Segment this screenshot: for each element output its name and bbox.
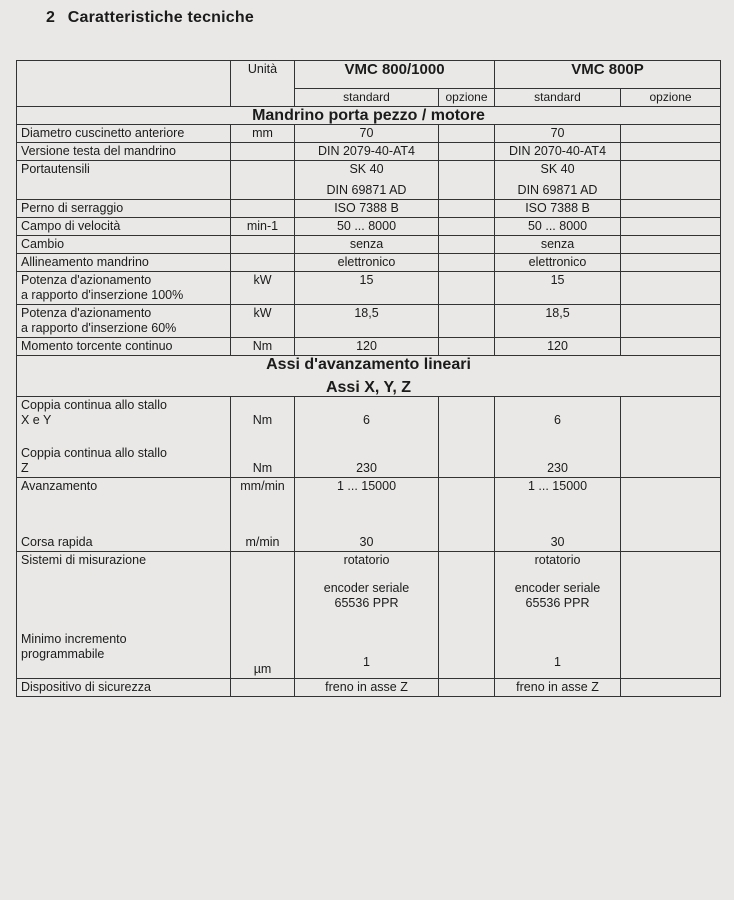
model-a-value [295, 397, 439, 478]
model-b-value-1: 1 ... 15000 [527, 479, 588, 493]
model-a-option: opzione [439, 89, 495, 107]
table-row [17, 305, 721, 338]
row-label [17, 272, 231, 305]
table-row [17, 161, 721, 200]
table-row [17, 125, 721, 143]
row-label [17, 305, 231, 338]
row-unit: Nm [231, 338, 295, 356]
model-a-header: VMC 800/1000 [295, 61, 495, 89]
model-a-option-cell [439, 254, 495, 272]
model-b-option-cell [621, 679, 721, 697]
row-label-line2: X e Y [21, 413, 52, 427]
model-a-value: ISO 7388 B [295, 200, 439, 218]
model-b-encoder-line1: encoder seriale [514, 581, 601, 595]
table-row [17, 218, 721, 236]
model-a-value [295, 552, 439, 679]
model-b-option-cell [621, 143, 721, 161]
section-row [17, 356, 721, 397]
row-label [17, 397, 231, 478]
model-b-option-cell [621, 305, 721, 338]
model-b-value [495, 552, 621, 679]
header-row [17, 61, 721, 89]
row-label-line1: Avanzamento [21, 479, 98, 493]
model-b-value: freno in asse Z [495, 679, 621, 697]
model-b-value-2: 30 [550, 535, 565, 549]
model-a-option-cell [439, 143, 495, 161]
model-b-option: opzione [621, 89, 721, 107]
model-a-encoder-line2: 65536 PPR [334, 596, 399, 610]
row-label-line1: Coppia continua allo stallo [21, 398, 167, 412]
row-label: Perno di serraggio [17, 200, 231, 218]
model-a-value-2: 1 [363, 655, 370, 669]
row-unit: min-1 [231, 218, 295, 236]
section-title-axes-line1: Assi d'avanzamento lineari [266, 356, 471, 373]
model-b-option-cell [621, 397, 721, 478]
model-a-option-cell [439, 679, 495, 697]
row-unit [231, 478, 295, 552]
model-a-option-cell [439, 397, 495, 478]
model-a-option-cell [439, 478, 495, 552]
row-label-line1: Potenza d'azionamento [21, 273, 152, 287]
table-row [17, 200, 721, 218]
model-b-value: 18,5 [495, 305, 621, 338]
model-a-option-cell [439, 200, 495, 218]
row-label-line2: a rapporto d'inserzione 100% [21, 288, 184, 302]
row-label: Diametro cuscinetto anteriore [17, 125, 231, 143]
model-a-value: 15 [295, 272, 439, 305]
model-a-option-cell [439, 338, 495, 356]
row-label: Momento torcente continuo [17, 338, 231, 356]
model-b-option-cell [621, 236, 721, 254]
row-label-line4: Z [21, 461, 29, 475]
row-label-line3: programmabile [21, 647, 105, 661]
model-b-option-cell [621, 478, 721, 552]
model-b-header: VMC 800P [495, 61, 721, 89]
row-label [17, 552, 231, 679]
table-row [17, 679, 721, 697]
model-a-value: 120 [295, 338, 439, 356]
model-b-option-cell [621, 161, 721, 200]
model-a-value-2: 230 [356, 461, 377, 475]
model-b-value-1: 6 [554, 413, 561, 427]
model-b-option-cell [621, 338, 721, 356]
section-row [17, 107, 721, 125]
row-unit-2: µm [253, 662, 272, 676]
row-unit [231, 254, 295, 272]
row-label-line3: Coppia continua allo stallo [21, 446, 167, 460]
section-subtitle-axes: Assi X, Y, Z [325, 379, 412, 396]
row-unit [231, 236, 295, 254]
table-row [17, 552, 721, 679]
row-label-line2: Minimo incremento [21, 632, 127, 646]
row-unit [231, 397, 295, 478]
model-b-value: 120 [495, 338, 621, 356]
model-b-option-cell [621, 200, 721, 218]
model-a-value: elettronico [295, 254, 439, 272]
row-unit-2: m/min [245, 535, 280, 549]
row-label: Dispositivo di sicurezza [17, 679, 231, 697]
model-b-standard: standard [495, 89, 621, 107]
row-label: Campo di velocità [17, 218, 231, 236]
model-b-value: 50 ... 8000 [495, 218, 621, 236]
row-label: Versione testa del mandrino [17, 143, 231, 161]
row-unit: kW [231, 272, 295, 305]
model-b-option-cell [621, 218, 721, 236]
row-unit-2: Nm [252, 461, 273, 475]
row-unit: mm [231, 125, 295, 143]
table-row [17, 272, 721, 305]
header-blank [17, 61, 231, 107]
model-a-option-cell [439, 218, 495, 236]
row-unit [231, 552, 295, 679]
model-a-option-cell [439, 272, 495, 305]
model-b-option-cell [621, 125, 721, 143]
section-title: Caratteristiche tecniche [67, 9, 254, 26]
model-b-value-1: rotatorio [534, 553, 581, 567]
model-b-option-cell [621, 552, 721, 679]
row-label: Portautensili [17, 161, 231, 200]
model-a-encoder-line1: encoder seriale [323, 581, 410, 595]
model-b-value-2: 230 [547, 461, 568, 475]
model-b-encoder-line2: 65536 PPR [525, 596, 590, 610]
model-a-value-1: 6 [363, 413, 370, 427]
model-b-value: ISO 7388 B [495, 200, 621, 218]
model-b-value: 15 [495, 272, 621, 305]
row-label-line2: Corsa rapida [21, 535, 93, 549]
model-a-value: 70 [295, 125, 439, 143]
table-row [17, 143, 721, 161]
model-b-value-line1: SK 40 [540, 162, 575, 176]
model-b-value [495, 397, 621, 478]
model-a-value-1: rotatorio [343, 553, 390, 567]
model-a-value: freno in asse Z [295, 679, 439, 697]
row-label [17, 478, 231, 552]
model-b-value: elettronico [495, 254, 621, 272]
table-row [17, 236, 721, 254]
row-unit-1: mm/min [240, 479, 285, 493]
row-unit [231, 679, 295, 697]
spec-table [16, 60, 721, 697]
row-unit [231, 200, 295, 218]
model-a-value: DIN 2079-40-AT4 [295, 143, 439, 161]
model-a-value [295, 478, 439, 552]
model-b-value [495, 161, 621, 200]
model-b-value-2: 1 [554, 655, 561, 669]
unit-header: Unità [231, 61, 295, 107]
row-label-line1: Potenza d'azionamento [21, 306, 152, 320]
section-title-axes [17, 356, 721, 397]
row-unit: kW [231, 305, 295, 338]
model-a-value: 50 ... 8000 [295, 218, 439, 236]
section-title-spindle: Mandrino porta pezzo / motore [17, 107, 721, 125]
page-heading [46, 9, 254, 27]
section-number: 2 [46, 9, 56, 26]
table-row [17, 254, 721, 272]
model-a-value-2: 30 [359, 535, 374, 549]
model-a-value-line1: SK 40 [349, 162, 384, 176]
model-b-value [495, 478, 621, 552]
model-a-option-cell [439, 552, 495, 679]
row-label-line2: a rapporto d'inserzione 60% [21, 321, 177, 335]
model-b-value: DIN 2070-40-AT4 [495, 143, 621, 161]
model-a-value [295, 161, 439, 200]
row-unit [231, 161, 295, 200]
model-a-option-cell [439, 305, 495, 338]
table-row [17, 338, 721, 356]
model-a-value-line2: DIN 69871 AD [326, 183, 407, 197]
model-b-option-cell [621, 272, 721, 305]
model-a-standard: standard [295, 89, 439, 107]
row-label-line1: Sistemi di misurazione [21, 553, 147, 567]
table-row [17, 397, 721, 478]
model-b-value: 70 [495, 125, 621, 143]
model-b-value-line2: DIN 69871 AD [517, 183, 598, 197]
row-unit [231, 143, 295, 161]
model-a-option-cell [439, 125, 495, 143]
model-b-value: senza [495, 236, 621, 254]
table-row [17, 478, 721, 552]
row-label: Cambio [17, 236, 231, 254]
model-a-value: senza [295, 236, 439, 254]
row-unit-1: Nm [252, 413, 273, 427]
model-a-value: 18,5 [295, 305, 439, 338]
model-b-option-cell [621, 254, 721, 272]
row-label: Allineamento mandrino [17, 254, 231, 272]
model-a-value-1: 1 ... 15000 [336, 479, 397, 493]
model-a-option-cell [439, 161, 495, 200]
model-a-option-cell [439, 236, 495, 254]
